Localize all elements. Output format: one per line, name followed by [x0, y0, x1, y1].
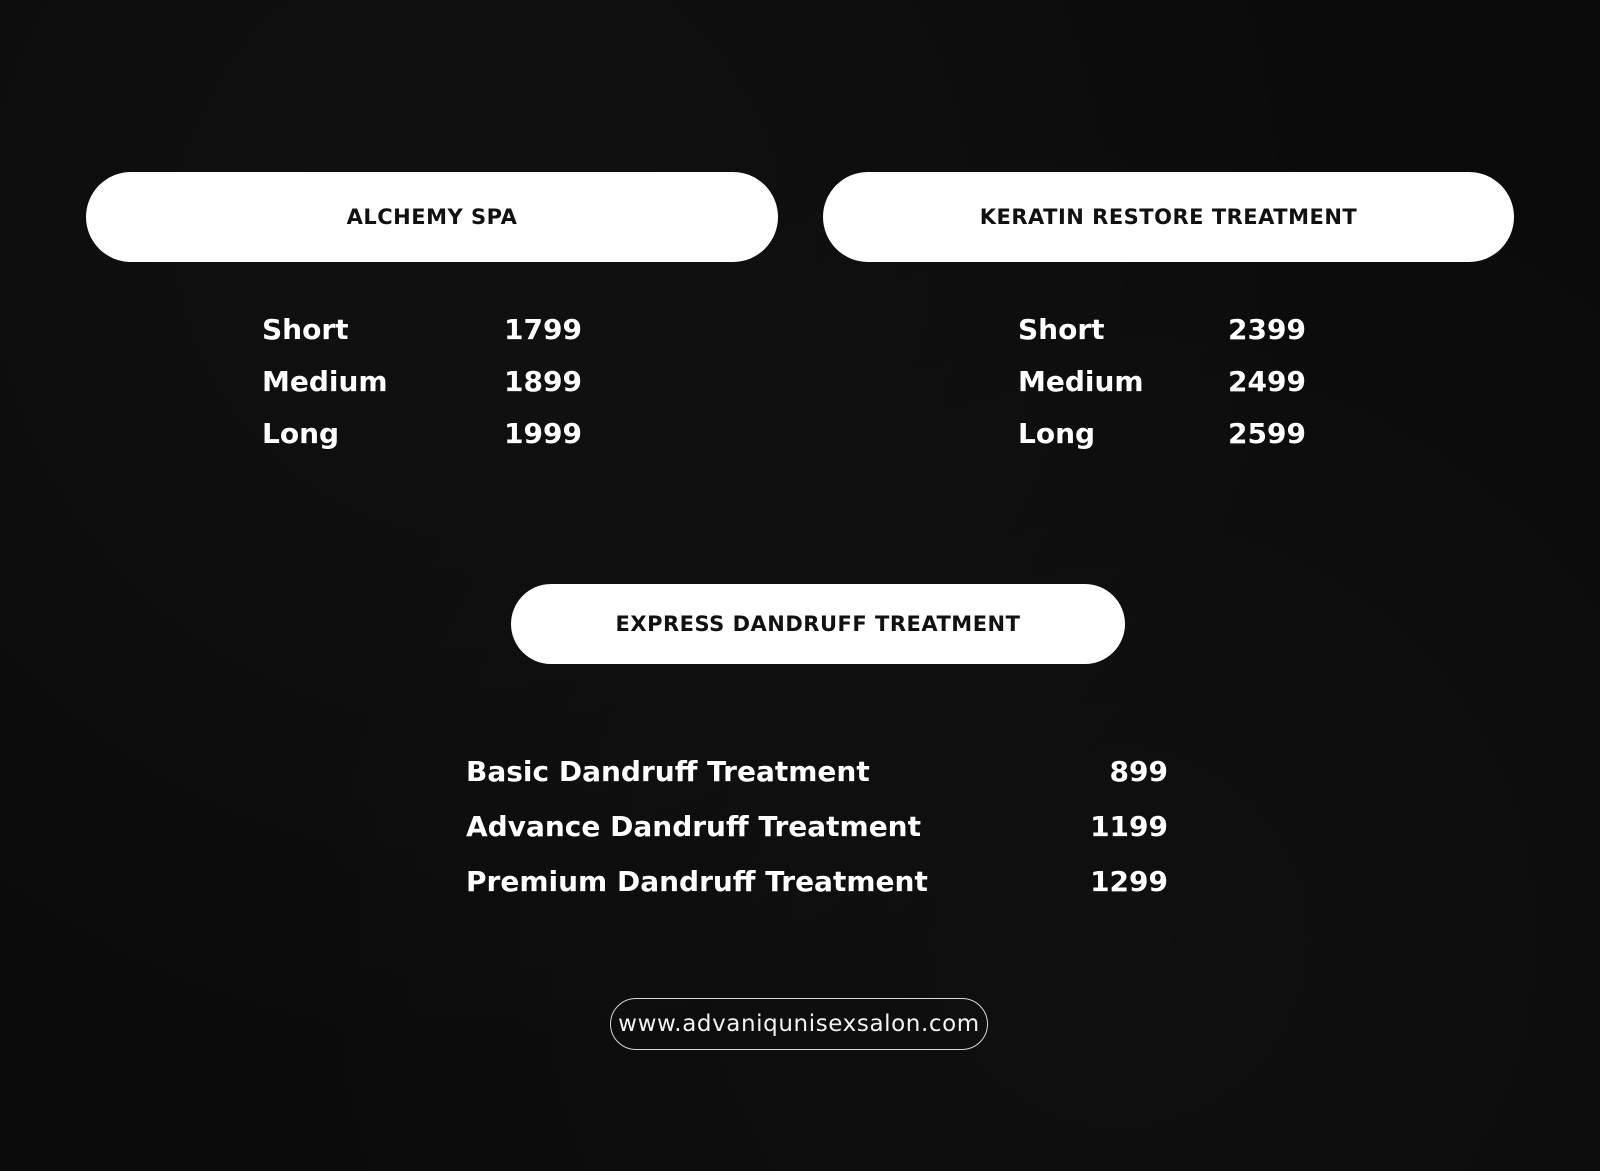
section-title-text: EXPRESS DANDRUFF TREATMENT	[615, 612, 1021, 636]
website-link[interactable]	[610, 998, 988, 1050]
item-price: 2399	[1228, 313, 1306, 346]
section-title-keratin-restore	[823, 172, 1514, 262]
section-title-text: KERATIN RESTORE TREATMENT	[979, 205, 1358, 229]
section-title-text: ALCHEMY SPA	[346, 205, 518, 229]
item-price: 1799	[504, 313, 582, 346]
item-price: 1199	[1090, 810, 1168, 843]
item-name: Short	[1018, 313, 1105, 346]
item-name: Advance Dandruff Treatment	[466, 810, 921, 843]
item-price: 2599	[1228, 417, 1306, 450]
website-text: www.advaniqunisexsalon.com	[618, 1011, 980, 1037]
item-name: Short	[262, 313, 349, 346]
item-name: Basic Dandruff Treatment	[466, 755, 870, 788]
item-name: Medium	[1018, 365, 1144, 398]
item-price: 1999	[504, 417, 582, 450]
item-name: Long	[1018, 417, 1096, 450]
section-title-alchemy-spa	[86, 172, 778, 262]
item-price: 899	[1109, 755, 1168, 788]
item-name: Premium Dandruff Treatment	[466, 865, 928, 898]
item-price: 1899	[504, 365, 582, 398]
item-price: 2499	[1228, 365, 1306, 398]
section-title-express-dandruff	[511, 584, 1125, 664]
item-price: 1299	[1090, 865, 1168, 898]
item-name: Long	[262, 417, 340, 450]
item-name: Medium	[262, 365, 388, 398]
